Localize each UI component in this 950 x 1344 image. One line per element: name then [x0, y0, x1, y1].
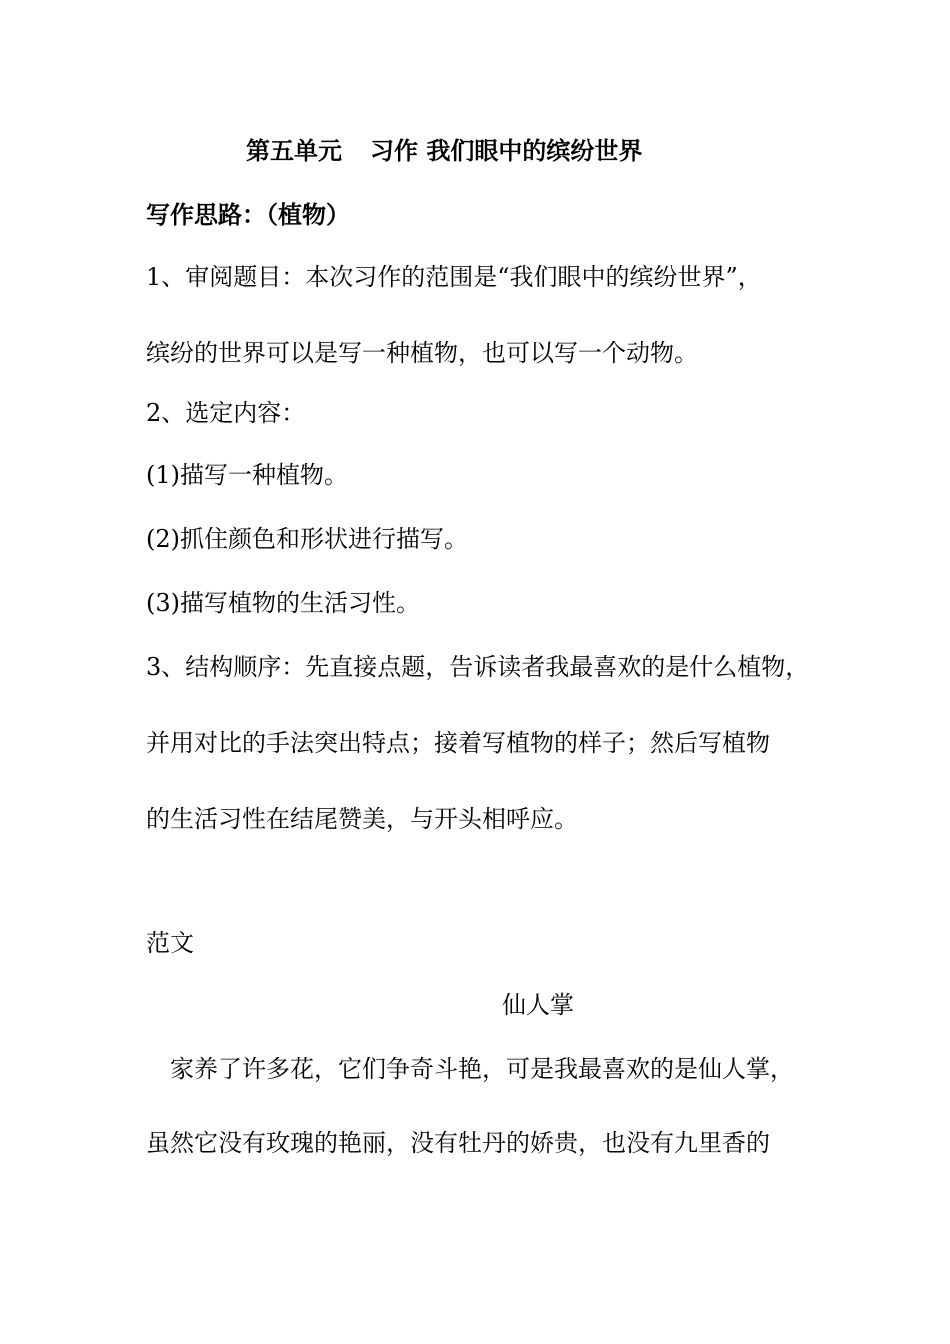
- essay-line: 家养了许多花，它们争奇斗艳，可是我最喜欢的是仙人掌，: [146, 1055, 794, 1083]
- essay-title: 仙人掌: [502, 991, 574, 1019]
- list-item: (3)描写植物的生活习性。: [146, 589, 420, 617]
- list-item: (1)描写一种植物。: [146, 461, 348, 489]
- paragraph-line: 的生活习性在结尾赞美，与开头相呼应。: [146, 805, 578, 833]
- essay-line: 虽然它没有玫瑰的艳丽，没有牡丹的娇贵，也没有九里香的: [146, 1129, 770, 1157]
- sample-label: 范文: [146, 929, 194, 957]
- paragraph-line: 2、选定内容：: [146, 399, 306, 427]
- section-heading: 写作思路：（植物）: [146, 200, 350, 229]
- unit-label: 第五单元: [246, 136, 342, 165]
- list-item: (2)抓住颜色和形状进行描写。: [146, 525, 468, 553]
- assignment-title: 习作 我们眼中的缤纷世界: [370, 136, 643, 165]
- paragraph-line: 缤纷的世界可以是写一种植物，也可以写一个动物。: [146, 339, 698, 367]
- page-title: [246, 136, 642, 166]
- paragraph-line: 并用对比的手法突出特点；接着写植物的样子；然后写植物: [146, 729, 770, 757]
- paragraph-line: 3、结构顺序：先直接点题，告诉读者我最喜欢的是什么植物，: [146, 653, 810, 681]
- paragraph-line: 1、审阅题目：本次习作的范围是“我们眼中的缤纷世界”，: [146, 263, 762, 291]
